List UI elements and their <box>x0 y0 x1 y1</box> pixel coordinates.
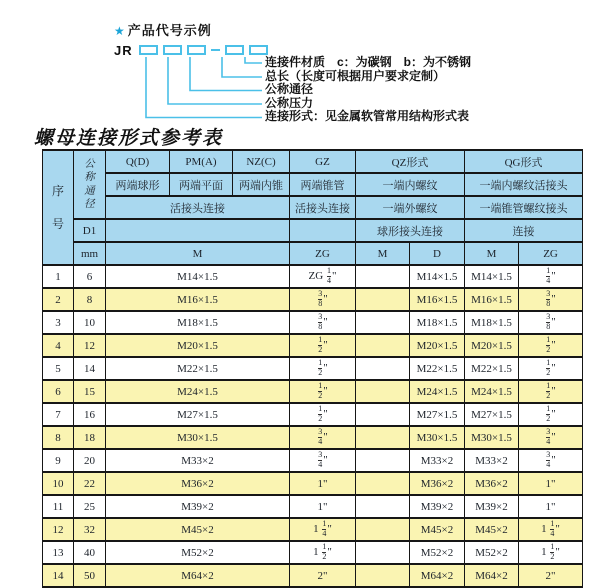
fraction: $\frac{1}{2}$ <box>546 404 551 423</box>
cell-dn: 22 <box>74 472 106 495</box>
star-icon: ★ <box>114 24 126 38</box>
cell-dn: 8 <box>74 288 106 311</box>
header-d1: D1 <box>74 219 106 242</box>
cell-qz-d: M33×2 <box>410 449 465 472</box>
header-gz: GZ <box>290 150 356 173</box>
diagram-labels <box>265 56 471 124</box>
cell-qz-d: M64×2 <box>410 564 465 587</box>
fraction: $\frac{1}{2}$ <box>318 358 323 377</box>
fraction: $\frac{1}{2}$ <box>318 335 323 354</box>
table-row <box>43 495 583 518</box>
code-box-4 <box>225 45 244 55</box>
code-box-5 <box>249 45 268 55</box>
header-mm: mm <box>74 242 106 265</box>
header-nominal-diameter <box>74 150 106 219</box>
cell-qz-m <box>356 403 410 426</box>
cell-qg-zg: 1 $\frac{1}{4}$ " <box>519 518 583 541</box>
fraction: $\frac{1}{2}$ <box>318 381 323 400</box>
vertical-char: 号 <box>51 216 64 231</box>
header-qz-d: D <box>410 242 465 265</box>
header-qg-desc2: 一端锥管螺纹接头 <box>465 196 583 219</box>
cell-qg-zg: $\frac{3}{8}$ " <box>519 288 583 311</box>
cell-gz: $\frac{1}{2}$ " <box>290 403 356 426</box>
header-qz-m: M <box>356 242 410 265</box>
cell-qz-d: M22×1.5 <box>410 357 465 380</box>
fraction: $\frac{1}{4}$ <box>322 519 327 538</box>
header-row-3 <box>43 196 583 219</box>
cell-qz-m <box>356 564 410 587</box>
diagram-title-text: 产品代号示例 <box>127 23 212 38</box>
code-box-1 <box>139 45 158 55</box>
header-zg: ZG <box>290 242 356 265</box>
cell-qg-m: M27×1.5 <box>465 403 519 426</box>
vertical-char: 称 <box>84 172 95 184</box>
cell-m: M27×1.5 <box>106 403 290 426</box>
cell-qz-m <box>356 334 410 357</box>
fraction: $\frac{3}{4}$ <box>546 427 551 446</box>
header-gz-desc: 两端锥管 <box>290 173 356 196</box>
header-qg-zg: ZG <box>519 242 583 265</box>
header-seq <box>43 150 74 265</box>
cell-gz: 2" <box>290 564 356 587</box>
table-row <box>43 334 583 357</box>
table-row <box>43 518 583 541</box>
cell-qz-d: M27×1.5 <box>410 403 465 426</box>
fraction: $\frac{1}{4}$ <box>326 266 331 285</box>
cell-qz-m <box>356 449 410 472</box>
fraction: $\frac{3}{8}$ <box>318 289 323 308</box>
cell-qg-m: M30×1.5 <box>465 426 519 449</box>
cell-qg-m: M14×1.5 <box>465 265 519 288</box>
cell-gz: 1" <box>290 472 356 495</box>
cell-gz: $\frac{3}{4}$ " <box>290 449 356 472</box>
cell-seq: 8 <box>43 426 74 449</box>
cell-qg-zg: $\frac{1}{2}$ " <box>519 357 583 380</box>
cell-m: M64×2 <box>106 564 290 587</box>
cell-dn: 25 <box>74 495 106 518</box>
product-code-prefix: JR <box>114 42 133 58</box>
table-row <box>43 380 583 403</box>
cell-qg-zg: 1 $\frac{1}{2}$ " <box>519 541 583 564</box>
cell-qg-m: M39×2 <box>465 495 519 518</box>
fraction: $\frac{1}{2}$ <box>550 542 555 561</box>
cell-seq: 9 <box>43 449 74 472</box>
code-dash <box>211 49 220 51</box>
cell-qg-m: M24×1.5 <box>465 380 519 403</box>
cell-qg-m: M64×2 <box>465 564 519 587</box>
fraction: $\frac{1}{2}$ <box>318 404 323 423</box>
cell-dn: 18 <box>74 426 106 449</box>
cell-qz-m <box>356 288 410 311</box>
cell-dn: 6 <box>74 265 106 288</box>
fraction: $\frac{3}{8}$ <box>318 312 323 331</box>
cell-qz-m <box>356 311 410 334</box>
header-pm-desc: 两端平面 <box>170 173 233 196</box>
cell-m: M39×2 <box>106 495 290 518</box>
cell-seq: 2 <box>43 288 74 311</box>
cell-dn: 10 <box>74 311 106 334</box>
cell-seq: 1 <box>43 265 74 288</box>
cell-qg-zg: $\frac{1}{4}$ " <box>519 265 583 288</box>
header-qz-connection: 球形接头连接 <box>356 219 465 242</box>
vertical-char: 径 <box>84 198 95 210</box>
cell-qg-zg: 2" <box>519 564 583 587</box>
header-m: M <box>106 242 290 265</box>
header-qz: QZ形式 <box>356 150 465 173</box>
cell-m: M33×2 <box>106 449 290 472</box>
cell-qg-zg: $\frac{1}{2}$ " <box>519 380 583 403</box>
fraction: $\frac{1}{2}$ <box>322 542 327 561</box>
fraction: $\frac{3}{8}$ <box>546 289 551 308</box>
cell-gz: $\frac{3}{8}$ " <box>290 311 356 334</box>
cell-qz-m <box>356 265 410 288</box>
cell-qg-zg: 1" <box>519 472 583 495</box>
cell-dn: 50 <box>74 564 106 587</box>
cell-qz-d: M36×2 <box>410 472 465 495</box>
cell-qz-d: M14×1.5 <box>410 265 465 288</box>
cell-qg-zg: $\frac{1}{2}$ " <box>519 403 583 426</box>
fraction: $\frac{3}{8}$ <box>546 312 551 331</box>
cell-qg-m: M52×2 <box>465 541 519 564</box>
cell-gz: $\frac{1}{2}$ " <box>290 380 356 403</box>
header-union-connection: 活接头连接 <box>106 196 290 219</box>
cell-seq: 13 <box>43 541 74 564</box>
header-q-desc: 两端球形 <box>106 173 170 196</box>
fraction: $\frac{1}{2}$ <box>546 335 551 354</box>
header-qg: QG形式 <box>465 150 583 173</box>
cell-dn: 12 <box>74 334 106 357</box>
vertical-char: 公 <box>84 159 95 171</box>
cell-m: M24×1.5 <box>106 380 290 403</box>
cell-qz-d: M20×1.5 <box>410 334 465 357</box>
table-row <box>43 403 583 426</box>
diagram-label-1: 连接件材质 c：为碳钢 b：为不锈钢 <box>265 55 472 69</box>
cell-dn: 40 <box>74 541 106 564</box>
cell-seq: 4 <box>43 334 74 357</box>
cell-qg-zg: $\frac{3}{4}$ " <box>519 426 583 449</box>
cell-gz: $\frac{3}{8}$ " <box>290 288 356 311</box>
cell-gz: 1" <box>290 495 356 518</box>
cell-seq: 3 <box>43 311 74 334</box>
cell-qz-d: M18×1.5 <box>410 311 465 334</box>
header-empty-left <box>106 219 290 242</box>
cell-qz-d: M16×1.5 <box>410 288 465 311</box>
header-qz-desc2: 一端外螺纹 <box>356 196 465 219</box>
cell-gz: 1 $\frac{1}{4}$ " <box>290 518 356 541</box>
cell-seq: 6 <box>43 380 74 403</box>
cell-m: M22×1.5 <box>106 357 290 380</box>
table-row <box>43 265 583 288</box>
table-row <box>43 449 583 472</box>
header-empty-gz <box>290 219 356 242</box>
cell-qg-m: M18×1.5 <box>465 311 519 334</box>
cell-qg-m: M16×1.5 <box>465 288 519 311</box>
cell-qz-d: M39×2 <box>410 495 465 518</box>
fraction: $\frac{3}{4}$ <box>318 427 323 446</box>
cell-qz-d: M30×1.5 <box>410 426 465 449</box>
fraction: $\frac{3}{4}$ <box>318 450 323 469</box>
header-qg-connection: 连接 <box>465 219 583 242</box>
table-row <box>43 472 583 495</box>
diagram-title <box>114 20 212 39</box>
cell-dn: 16 <box>74 403 106 426</box>
table-row <box>43 288 583 311</box>
cell-qz-d: M24×1.5 <box>410 380 465 403</box>
table-row <box>43 426 583 449</box>
cell-m: M14×1.5 <box>106 265 290 288</box>
fraction: $\frac{1}{2}$ <box>546 381 551 400</box>
cell-qg-zg: $\frac{1}{2}$ " <box>519 334 583 357</box>
cell-seq: 7 <box>43 403 74 426</box>
cell-gz: 1 $\frac{1}{2}$ " <box>290 541 356 564</box>
header-row-4 <box>43 219 583 242</box>
cell-qz-m <box>356 495 410 518</box>
header-nz: NZ(C) <box>233 150 290 173</box>
header-gz-connection: 活接头连接 <box>290 196 356 219</box>
cell-gz: $\frac{1}{2}$ " <box>290 334 356 357</box>
cell-qz-m <box>356 380 410 403</box>
header-row-2 <box>43 173 583 196</box>
cell-seq: 12 <box>43 518 74 541</box>
cell-seq: 5 <box>43 357 74 380</box>
header-qg-m: M <box>465 242 519 265</box>
cell-dn: 20 <box>74 449 106 472</box>
header-qg-desc: 一端内螺纹活接头 <box>465 173 583 196</box>
table-row <box>43 541 583 564</box>
header-nz-desc: 两端内锥 <box>233 173 290 196</box>
table-title: 螺母连接形式参考表 <box>34 128 224 149</box>
cell-qg-m: M36×2 <box>465 472 519 495</box>
table-row <box>43 357 583 380</box>
cell-qg-m: M33×2 <box>465 449 519 472</box>
header-q: Q(D) <box>106 150 170 173</box>
cell-qz-m <box>356 518 410 541</box>
cell-gz: $\frac{3}{4}$ " <box>290 426 356 449</box>
cell-qz-m <box>356 472 410 495</box>
table-row <box>43 564 583 587</box>
vertical-char: 通 <box>84 185 95 197</box>
fraction: $\frac{1}{4}$ <box>550 519 555 538</box>
cell-m: M20×1.5 <box>106 334 290 357</box>
cell-gz: ZG $\frac{1}{4}$ " <box>290 265 356 288</box>
cell-dn: 15 <box>74 380 106 403</box>
cell-dn: 32 <box>74 518 106 541</box>
cell-m: M45×2 <box>106 518 290 541</box>
product-code-line <box>114 43 273 57</box>
cell-qz-d: M45×2 <box>410 518 465 541</box>
cell-qz-d: M52×2 <box>410 541 465 564</box>
cell-seq: 10 <box>43 472 74 495</box>
header-row-1 <box>43 150 583 173</box>
cell-m: M52×2 <box>106 541 290 564</box>
code-box-2 <box>163 45 182 55</box>
vertical-char: 序 <box>51 184 64 199</box>
cell-qg-m: M22×1.5 <box>465 357 519 380</box>
cell-qg-zg: $\frac{3}{4}$ " <box>519 449 583 472</box>
table-row <box>43 311 583 334</box>
diagram-label-3: 公称通径 <box>265 82 314 96</box>
fraction: $\frac{1}{4}$ <box>546 266 551 285</box>
fraction: $\frac{1}{2}$ <box>546 358 551 377</box>
cell-qg-zg: $\frac{3}{8}$ " <box>519 311 583 334</box>
code-box-3 <box>187 45 206 55</box>
header-pm: PM(A) <box>170 150 233 173</box>
cell-qg-zg: 1" <box>519 495 583 518</box>
cell-seq: 11 <box>43 495 74 518</box>
cell-dn: 14 <box>74 357 106 380</box>
cell-qg-m: M20×1.5 <box>465 334 519 357</box>
header-qz-desc: 一端内螺纹 <box>356 173 465 196</box>
cell-m: M30×1.5 <box>106 426 290 449</box>
fraction: $\frac{3}{4}$ <box>546 450 551 469</box>
cell-m: M16×1.5 <box>106 288 290 311</box>
cell-qz-m <box>356 426 410 449</box>
cell-m: M36×2 <box>106 472 290 495</box>
header-row-5 <box>43 242 583 265</box>
diagram-label-2: 总长（长度可根据用户要求定制） <box>265 68 446 83</box>
diagram-label-4: 公称压力 <box>265 95 314 110</box>
reference-table <box>42 149 583 588</box>
cell-qz-m <box>356 357 410 380</box>
cell-seq: 14 <box>43 564 74 587</box>
cell-m: M18×1.5 <box>106 311 290 334</box>
cell-qz-m <box>356 541 410 564</box>
diagram-label-5: 连接形式：见金属软管常用结构形式表 <box>265 109 470 123</box>
cell-qg-m: M45×2 <box>465 518 519 541</box>
cell-gz: $\frac{1}{2}$ " <box>290 357 356 380</box>
